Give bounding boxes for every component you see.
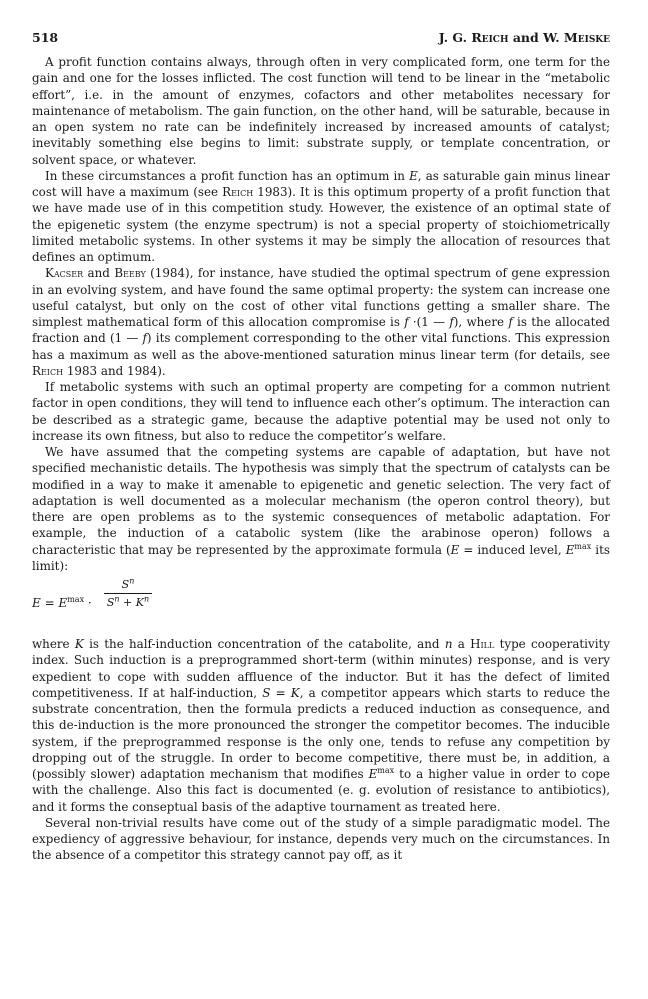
- p6-cite-hill: Hill: [470, 637, 495, 651]
- p3-and: and: [83, 266, 115, 281]
- p2-text-a: In these circumstances a profit function has an optimum in: [45, 168, 410, 183]
- p6-text-d: type cooperativity index. Such induction is a preprogrammed short-term (within minutes) response, and is very expedient to cope with sudden affluence of the inductor. But it has the defect of limited competitiveness. If at half-induction,: [32, 637, 611, 700]
- p2-text-c: 1983). It is this optimum property of a profit function that we have made use of in this competition study. However, the existence of an optimal state of the epigenetic system (the enzyme spectrum) is not a special property of stoichiometrically limited metabolic systems. In other systems it may be simply the allocation of resources that defines an optimum.: [32, 185, 610, 264]
- p3-cite-kacser: Kacser: [45, 266, 84, 281]
- p5-sup-max: max: [574, 541, 592, 551]
- p3-text-f: 1983 and 1984).: [63, 363, 166, 378]
- num-n: n: [129, 576, 135, 586]
- paragraph-3: [32, 265, 610, 379]
- paragraph-7: Several non-trivial results have come out of the study of a simple paradigmatic model. The expediency of aggressive behaviour, for instance, depends very much on the circumstances. In the absence of a competitor this strategy cannot pay off, as it: [32, 815, 610, 863]
- paragraph-4: If metabolic systems with such an optimal property are competing for a common nutrient factor in open conditions, they will tend to influence each other’s optimum. The interaction can be described as a strategic game, because the adaptive potential may be used not only to increase its own fitness, but also to reduce the competitor’s welfare.: [32, 380, 610, 443]
- p2-text-b: , as saturable gain minus linear cost will have a maximum (see: [32, 168, 610, 199]
- eq-dot: ·: [84, 596, 92, 610]
- p6-text-e: =: [270, 685, 291, 700]
- p5-var-Emax: E: [565, 542, 575, 557]
- p6-var-S: S: [262, 685, 271, 700]
- den-K: K: [135, 596, 144, 609]
- paragraph-5: [32, 444, 610, 574]
- running-authors: [439, 30, 610, 45]
- p3-cite-reich: Reich: [32, 363, 64, 378]
- p6-sup-max: max: [377, 766, 395, 776]
- p6-var-K2: K: [290, 685, 300, 700]
- den-S: S: [106, 596, 115, 609]
- p2-var-E: E: [409, 168, 418, 183]
- eq-E: E: [32, 596, 41, 610]
- paragraph-6: [32, 636, 610, 815]
- eq-Emax: E: [58, 596, 68, 610]
- p5-text-b: = induced level,: [459, 542, 566, 557]
- fraction-denominator: [104, 596, 152, 609]
- p3-text-e: ) its complement corresponding to the other vital functions. This expression has a maximum as well as the above-mentioned saturation minus linear term (for details, see: [32, 331, 610, 362]
- page-number: 518: [32, 30, 59, 45]
- p3-text-c: ), where: [453, 315, 509, 329]
- p6-text-a: where: [32, 637, 75, 651]
- p3-text-b: ·(1 —: [408, 315, 450, 329]
- p3-text-a: (1984), for instance, have studied the optimal spectrum of gene expression in an evolving system, and have found the same optimal property: the system can increase one useful catalyst, but only on the cost of other vital functions getting a smaller share. The simplest mathematical form of this allocation compromise is: [32, 266, 610, 329]
- p6-var-n: n: [444, 637, 453, 651]
- paragraph-2: [32, 168, 610, 266]
- p6-text-f: , a competitor appears which starts to reduce the substrate concentration, then the formula predicts a reduced induction as consequence, and this de-induction is the more pronounced the stronger the competitor becomes. The inducible system, if the preprogrammed response is the only one, tends to refuse any competition by dropping out of the struggle. In order to become competitive, there must be, in addition, a (possibly slower) adaptation mechanism that modifies: [32, 685, 610, 781]
- p6-text-c: a: [452, 637, 471, 651]
- author-reich: Reich: [471, 30, 509, 45]
- eq-sup-max: max: [67, 595, 85, 604]
- eq-equals: =: [40, 596, 59, 610]
- p5-var-E: E: [450, 542, 460, 557]
- authors-initials: J. G.: [438, 30, 472, 45]
- p2-cite-reich: Reich: [222, 185, 254, 199]
- den-plus: +: [119, 596, 136, 609]
- p3-var-f3: f: [508, 315, 513, 329]
- paragraph-1: A profit function contains always, through often in very complicated form, one term for the gain and one for the losses inflicted. The cost function will tend to be linear in the “metabolic effort”, i.e. in the amount of enzymes, cofactors and other metabolites necessary for maintenance of metabolism. The gain function, on the other hand, will be saturable, because in an open system no rate can be indefinitely increased by increased amounts of catalyst; inevitably something else begins to limit: substrate supply, or template concentration, or solvent space, or whatever.: [32, 55, 610, 167]
- authors-and: and W.: [508, 30, 564, 45]
- p6-var-Emax: E: [368, 767, 378, 781]
- author-meiske: Meiske: [563, 30, 610, 45]
- den-n2: n: [143, 594, 150, 604]
- equation-lhs: [32, 596, 92, 610]
- equation-fraction: [104, 578, 152, 609]
- running-header: [32, 30, 610, 45]
- p5-text-a: We have assumed that the competing systems are capable of adaptation, but have not specified mechanistic details. The hypothesis was simply that the spectrum of catalysts can be modified in a way to make it amenable to epigenetic and genetic selection. The very fact of adaptation is well documented as a molecular mechanism (the operon control theory), but there are open problems as to the systemic consequences of metabolic adaptation. For example, the induction of a catabolic system (like the arabinose operon) follows a characteristic that may be represented by the approximate formula (: [32, 445, 610, 557]
- p3-cite-beeby: Beeby: [114, 266, 146, 281]
- p3-var-f1: f: [404, 315, 409, 329]
- hill-equation: [32, 578, 610, 632]
- p6-text-g: to a higher value in order to cope with the challenge. Also this fact is documented (e. g. evolution of resistance to antibiotics), and it forms the conseptual basis of the adaptive tournament as treated here.: [32, 767, 610, 814]
- num-S: S: [121, 578, 130, 591]
- p3-text-d: is the allocated fraction and (1 —: [32, 315, 610, 346]
- den-n: n: [114, 594, 120, 604]
- fraction-numerator: [104, 578, 152, 591]
- page: [32, 30, 610, 864]
- body-text: [32, 54, 610, 864]
- p6-var-K: K: [74, 637, 84, 651]
- p5-text-c: its limit):: [32, 542, 610, 573]
- p6-text-b: is the half-induction concentration of the catabolite, and: [83, 637, 445, 651]
- p3-var-f2: f: [449, 315, 454, 329]
- p3-var-f4: f: [142, 331, 147, 346]
